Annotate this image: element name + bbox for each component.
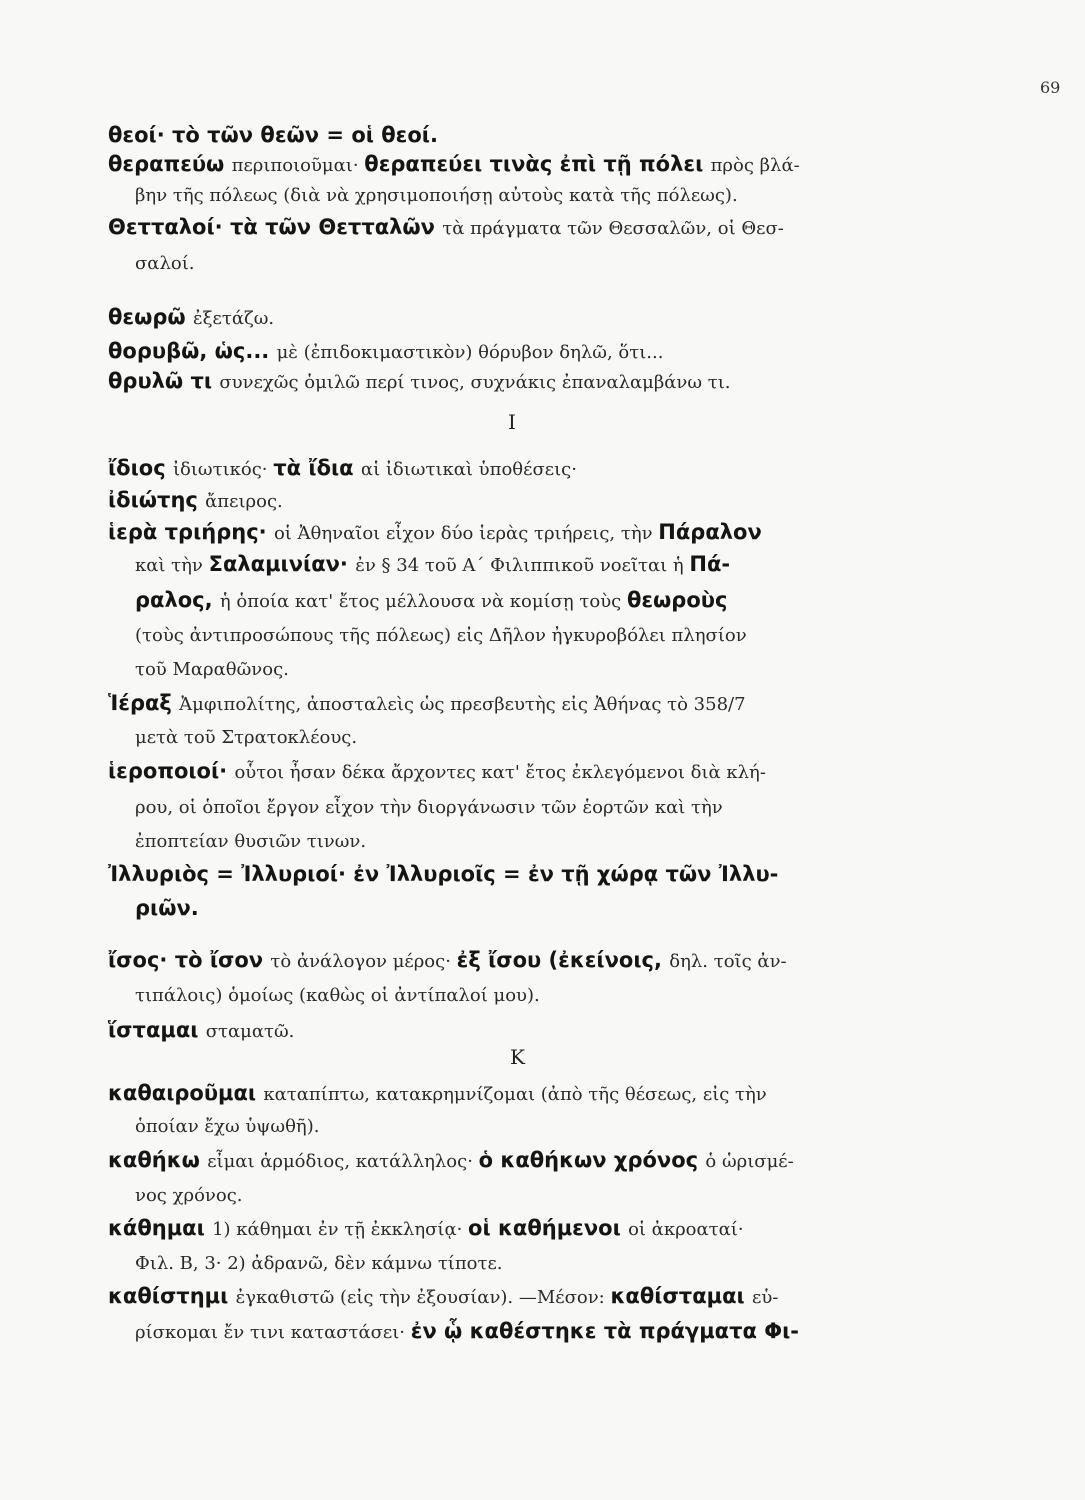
definition-text: αἱ ἰδιωτικαὶ ὑποθέσεις· [360,459,577,480]
text-line [135,980,540,1010]
headword: ἴδιος [108,456,173,480]
headword: ραλος, [135,588,220,612]
page-number: 69 [1040,78,1061,97]
text-line [108,1282,778,1312]
text-line [135,792,723,822]
definition-text: ρίσκομαι ἔν τινι καταστάσει· [135,1322,411,1343]
definition-text: ὁποίαν ἔχω ὑψωθῆ). [135,1116,320,1137]
definition-text: περιποιοῦμαι· [231,155,365,176]
definition-text: οὗτοι ἦσαν δέκα ἄρχοντες κατ' ἔτος ἐκλεγόμενοι διὰ κλή- [234,762,766,783]
text-line [108,213,784,243]
text-line [135,1180,243,1210]
headword: ἱερὰ τριήρης· [108,520,274,544]
definition-text: καταπίπτω, κατακρημνίζομαι (ἀπὸ τῆς θέσεως, εἰς τὴν [263,1084,767,1105]
text-line [135,654,289,684]
text-line [108,860,778,888]
definition-text: βην τῆς πόλεως (διὰ νὰ χρησιμοποιήσῃ αὐτοὺς κατὰ τῆς πόλεως). [135,185,738,206]
text-line [108,689,746,719]
headword: οἱ καθήμενοι [468,1216,629,1240]
headword: ἐν ᾧ καθέστηκε τὰ πράγματα Φι- [410,1319,799,1343]
headword: ἴσος· τὸ ἴσον [108,948,271,972]
text-line [135,180,738,210]
text-line [135,826,366,856]
definition-text: πρὸς βλά- [710,155,800,176]
text-line [108,454,577,484]
definition-text: ρου, οἱ ὁποῖοι ἔργον εἶχον τὴν διοργάνωσιν τῶν ἑορτῶν καὶ τὴν [135,797,723,818]
definition-text: Ἀμφιπολίτης, ἀποσταλεὶς ὡς πρεσβευτὴς εἰς Ἀθήνας τὸ 358/7 [179,694,746,715]
definition-text: τοῦ Μαραθῶνος. [135,659,289,680]
definition-text: συνεχῶς ὁμιλῶ περί τινος, συχνάκις ἐπαναλαμβάνω τι. [219,372,731,393]
definition-text: ἐν § 34 τοῦ Α΄ Φιλιππικοῦ νοεῖται ἡ [355,555,690,576]
text-line [108,150,800,180]
section-letter-kappa: Κ [510,1045,525,1069]
headword: Ἱέραξ [108,691,180,715]
definition-text: καὶ τὴν [135,555,209,576]
text-line [108,367,731,397]
text-line [108,518,762,548]
headword: Θετταλοί· τὰ τῶν Θετταλῶν [108,215,443,239]
headword: Πάραλον [658,520,762,544]
text-line [108,303,274,333]
headword: Πά- [689,552,731,576]
headword: καθήκω [108,1148,208,1172]
headword: ἱεροποιοί· [108,759,235,783]
definition-text: μὲ (ἐπιδοκιμαστικὸν) θόρυβον δηλῶ, ὅτι... [276,342,664,363]
section-letter-iota: Ι [508,410,516,434]
headword: θρυλῶ τι [108,369,220,393]
definition-text: μετὰ τοῦ Στρατοκλέους. [135,727,358,748]
headword: ἐξ ἴσου (ἐκείνοις, [456,948,670,972]
definition-text: ἄπειρος. [205,491,283,512]
headword: Σαλαμινίαν· [208,552,356,576]
definition-text: οἱ Ἀθηναῖοι εἶχον δύο ἱερὰς τριήρεις, τὴν [273,523,659,544]
text-line [135,248,194,278]
definition-text: εἶμαι ἁρμόδιος, κατάλληλος· [207,1151,479,1172]
text-line [135,550,730,580]
headword: τὰ ἴδια [273,456,361,480]
definition-text: σταματῶ. [205,1021,295,1042]
text-line [135,1111,319,1141]
text-line [135,722,357,752]
headword: καθίσταμαι [610,1284,752,1308]
headword: ὁ καθήκων χρόνος [478,1148,706,1172]
definition-text: (τοὺς ἀντιπροσώπους τῆς πόλεως) εἰς Δῆλον ἠγκυροβόλει πλησίον [135,625,747,646]
definition-text: τιπάλοις) ὁμοίως (καθὼς οἱ ἀντίπαλοί μου). [135,985,540,1006]
text-line [108,337,663,367]
headword: ἵσταμαι [108,1018,206,1042]
text-line [135,1317,799,1347]
definition-text: ἡ ὁποία κατ' ἔτος μέλλουσα νὰ κομίσῃ τοὺς [219,591,627,612]
definition-text: οἱ ἀκροαταί· [628,1219,744,1240]
definition-text: εὑ- [752,1287,779,1308]
headword: Ἰλλυριὸς = Ἰλλυριοί· ἐν Ἰλλυριοῖς = ἐν τῇ χώρᾳ τῶν Ἰλλυ- [108,862,779,886]
headword: θεραπεύει τινὰς ἐπὶ τῇ πόλει [364,152,711,176]
text-line [108,757,766,787]
definition-text: σαλοί. [135,253,195,274]
headword: θεραπεύω [108,152,232,176]
headword: καθίστημι [108,1284,236,1308]
text-line [108,1146,794,1176]
text-line [135,894,199,922]
text-line [108,486,283,516]
definition-text: ἐξετάζω. [192,308,275,329]
headword: θορυβῶ, ὡς... [108,339,277,363]
definition-text: ὁ ὡρισμέ- [705,1151,794,1172]
text-line [108,946,787,976]
definition-text: τὰ πράγματα τῶν Θεσσαλῶν, οἱ Θεσ- [442,218,784,239]
headword: ἰδιώτης [108,488,206,512]
definition-text: νος χρόνος. [135,1185,243,1206]
text-line [108,1016,294,1046]
definition-text: τὸ ἀνάλογον μέρος· [270,951,457,972]
text-line [135,586,727,616]
text-line [135,620,747,650]
text-line [108,121,438,149]
headword: θεωροὺς [626,588,728,612]
definition-text: Φιλ. Β, 3· 2) ἀδρανῶ, δὲν κάμνω τίποτε. [135,1253,503,1274]
headword: θεοί· τὸ τῶν θεῶν = οἱ θεοί. [108,123,438,147]
text-line [108,1079,767,1109]
definition-text: 1) κάθημαι ἐν τῇ ἐκκλησίᾳ· [212,1219,469,1240]
definition-text: ἐποπτείαν θυσιῶν τινων. [135,831,367,852]
headword: θεωρῶ [108,305,193,329]
definition-text: δηλ. τοῖς ἀν- [669,951,787,972]
text-line [108,1214,744,1244]
text-line [135,1248,503,1278]
headword: καθαιροῦμαι [108,1081,264,1105]
headword: κάθημαι [108,1216,213,1240]
headword: ριῶν. [135,896,199,920]
definition-text: ἐγκαθιστῶ (εἰς τὴν ἐξουσίαν). —Μέσον: [235,1287,611,1308]
definition-text: ἰδιωτικός· [172,459,274,480]
